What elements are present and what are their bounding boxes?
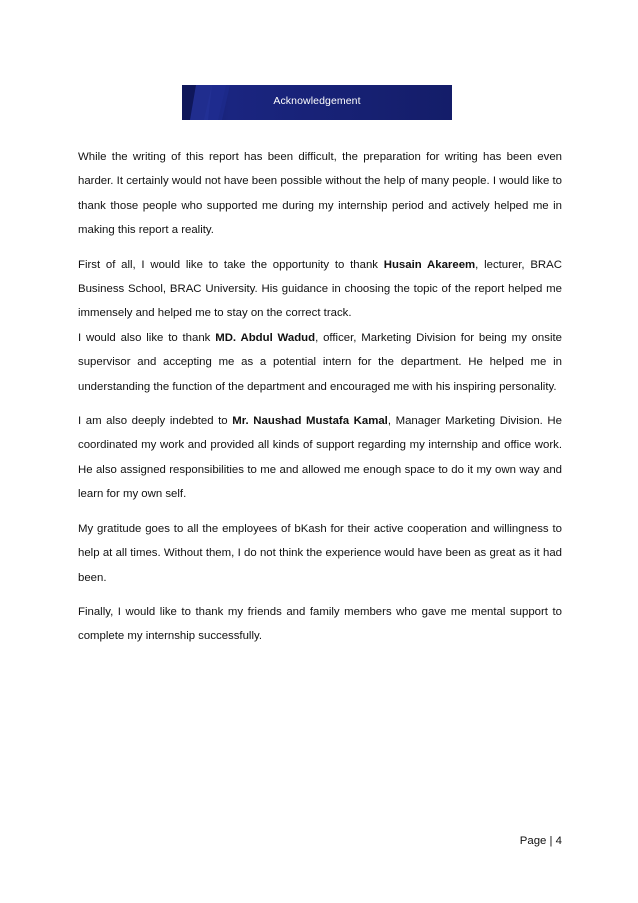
paragraph-text: , officer, Marketing Division for being my onsite supervisor and accepting me as a potential intern for the department. He helped me in understanding the function of the department and encouraged me with his inspiring personality.	[78, 331, 562, 393]
paragraph-thanks-supervisor	[78, 326, 562, 399]
heading-banner	[182, 85, 452, 120]
page-number: Page | 4	[519, 835, 562, 847]
paragraph-thanks-manager	[78, 409, 562, 507]
paragraph-thanks-lecturer	[78, 253, 562, 326]
paragraph-text: I would also like to thank	[78, 331, 216, 344]
paragraph-text: First of all, I would like to take the opportunity to thank	[78, 258, 384, 271]
paragraph-intro: While the writing of this report has been difficult, the preparation for writing has been even harder. It certainly would not have been possible without the help of many people. I would like to thank those people who supported me during my internship period and actively helped me in making this report a reality.	[78, 151, 562, 237]
paragraph-thanks-employees: My gratitude goes to all the employees of bKash for their active cooperation and willingness to help at all times. Without them, I do not think the experience would have been as great as it had been.	[78, 522, 562, 584]
paragraph-text: , Manager Marketing Division. He coordinated my work and provided all kinds of support regarding my internship and office work. He also assigned responsibilities to me and allowed me enough space to do it my own way and learn for my own self.	[78, 415, 562, 501]
paragraph-thanks-family: Finally, I would like to thank my friends and family members who gave me mental support to complete my internship successfully.	[78, 605, 562, 643]
person-name: Husain Akareem	[383, 258, 476, 271]
person-name: MD. Abdul Wadud	[215, 331, 316, 344]
acknowledgement-body	[78, 145, 562, 659]
paragraph-text: , lecturer, BRAC Business School, BRAC University. His guidance in choosing the topic of the report helped me immensely and helped me to stay on the correct track.	[78, 258, 562, 320]
person-name: Mr. Naushad Mustafa Kamal	[232, 415, 388, 428]
paragraph-text: I am also deeply indebted to	[78, 415, 233, 428]
page-title: Acknowledgement	[273, 95, 361, 107]
